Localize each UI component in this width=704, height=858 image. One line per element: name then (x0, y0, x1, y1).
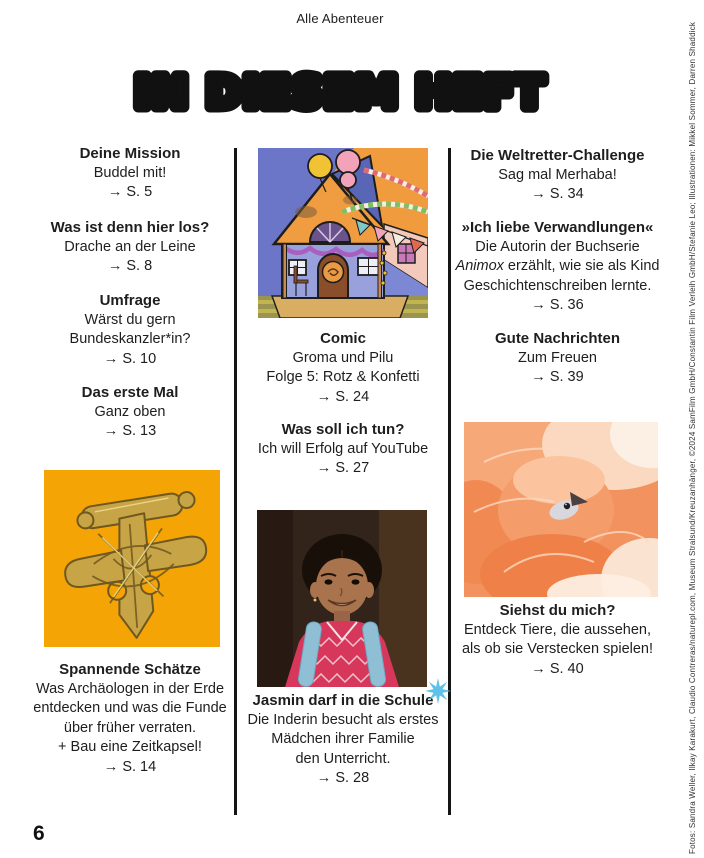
magazine-title (0, 54, 680, 122)
entry-line: Die Inderin besucht als erstes (247, 711, 439, 728)
entry-line: Wärst du gern (84, 311, 176, 328)
toc-entry-das-erste-mal (28, 383, 232, 442)
entry-page-ref: → S. 27 (316, 460, 370, 476)
treasure-cross-image (44, 470, 220, 647)
entry-page-ref: → S. 10 (103, 350, 157, 367)
entry-page-ref: → S. 40 (531, 660, 584, 677)
entry-line: Entdeck Tiere, die aussehen, (463, 621, 651, 638)
entry-line: Groma und Pilu (292, 349, 394, 366)
entry-heading: Gute Nachrichten (494, 330, 621, 347)
girl-portrait-image (257, 510, 427, 687)
toc-entry-was-ist-denn-hier-los (28, 218, 232, 277)
flamingo-feathers-image (464, 422, 658, 597)
entry-heading: Umfrage (99, 292, 161, 309)
toc-entry-jasmin (243, 691, 443, 789)
entry-line: Geschichtenschreiben lernte. (463, 277, 652, 294)
toc-entry-was-soll-ich-tun (243, 420, 443, 479)
entry-heading: Comic (320, 330, 366, 347)
entry-line: den Unterricht. (295, 750, 391, 767)
entry-page-ref: → S. 28 (316, 770, 370, 786)
entry-heading: Jasmin darf in die Schule (252, 692, 434, 709)
toc-entry-ich-liebe-verwandlungen (450, 218, 665, 316)
comic-house-image (258, 148, 428, 318)
entry-line: Mädchen ihrer Familie (271, 731, 415, 747)
entry-line: Die Autorin der Buchserie (475, 238, 640, 255)
entry-line: + Bau eine Zeitkapsel! (58, 739, 202, 755)
entry-page-ref: → S. 5 (107, 184, 153, 200)
entry-line-rest: erzählt, wie sie als Kind (503, 258, 660, 274)
toc-entry-deine-mission (28, 144, 232, 203)
entry-heading: Siehst du mich? (499, 602, 616, 619)
entry-page-ref: → S. 39 (531, 369, 584, 385)
entry-line: Buddel mit! (93, 164, 167, 181)
entry-line: Bundeskanzler*in? (69, 331, 191, 347)
entry-page-ref: → S. 24 (316, 388, 370, 405)
entry-page-ref: → S. 36 (531, 297, 584, 313)
entry-line: Zum Freuen (518, 349, 597, 366)
entry-line: entdecken und was die Funde (33, 700, 227, 716)
entry-page-ref: → S. 8 (107, 258, 153, 274)
toc-entry-siehst-du-mich (450, 601, 665, 679)
entry-line: Drache an der Leine (64, 238, 196, 255)
entry-line: Folge 5: Rotz & Konfetti (266, 369, 420, 385)
entry-heading: Was ist denn hier los? (50, 219, 210, 236)
magazine-title-text: IN DIESEM HEFT (134, 68, 546, 118)
star-burst-icon (424, 677, 452, 705)
entry-heading: »Ich liebe Verwandlungen« (461, 219, 654, 236)
entry-line (450, 257, 665, 277)
toc-entry-gute-nachrichten (455, 329, 660, 388)
kicker: Alle Abenteuer (296, 11, 384, 26)
entry-page-ref: → S. 14 (103, 758, 157, 775)
entry-heading: Deine Mission (79, 145, 181, 162)
entry-page-ref: → S. 13 (103, 423, 157, 439)
entry-heading: Was soll ich tun? (281, 421, 405, 438)
toc-entry-spannende-schaetze (18, 660, 242, 777)
page-number: 6 (33, 822, 45, 845)
entry-line: als ob sie Verstecken spielen! (461, 641, 654, 657)
entry-heading: Spannende Schätze (59, 661, 201, 678)
entry-page-ref: → S. 34 (531, 186, 584, 202)
entry-line: Ganz oben (94, 403, 166, 420)
entry-line: Sag mal Merhaba! (498, 166, 617, 183)
toc-entry-umfrage (28, 291, 232, 369)
entry-line: über früher verraten. (63, 719, 197, 736)
entry-line: Ich will Erfolg auf YouTube (257, 440, 429, 457)
entry-heading: Die Weltretter-Challenge (470, 147, 645, 164)
entry-line: Was Archäologen in der Erde (35, 680, 225, 697)
toc-entry-weltretter-challenge (455, 146, 660, 205)
entry-heading: Das erste Mal (81, 384, 179, 401)
toc-entry-comic (243, 329, 443, 407)
book-series-title: Animox (455, 258, 504, 274)
title-wrap (0, 54, 680, 127)
photo-credits: Fotos: Sandra Weller, Ilkay Karakurt, Claudio Contreras/naturepl.com, Museum Stralsund/Kreuzanhänger, ©2024 SamFilm GmbH/Constantin Film Verleih GmbH/Stefanie Leo; Illustrationen: Mikkel Sommer, Darren Shaddick (688, 21, 697, 854)
